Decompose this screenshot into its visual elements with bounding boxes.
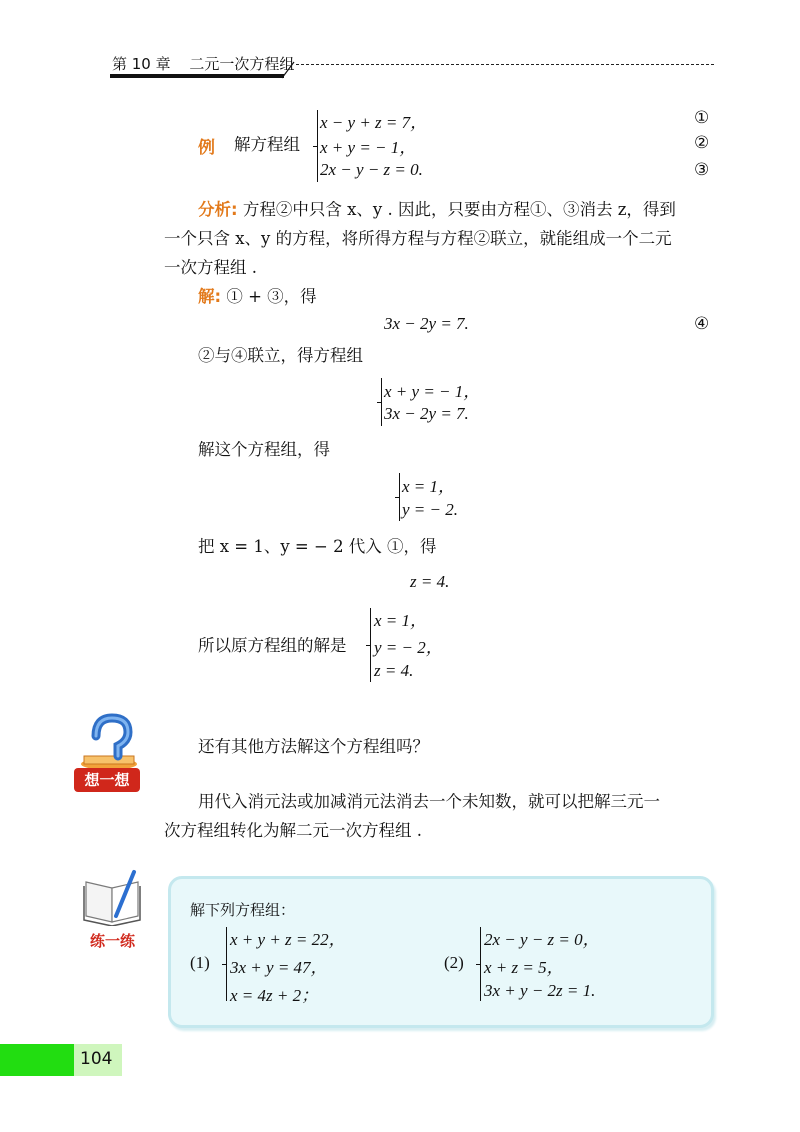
problem-1-eq3: x = 4z + 2； [230, 986, 319, 1005]
analysis-line-2: 一个只含 x、y 的方程，将所得方程与方程②联立，就能组成一个二元 [164, 229, 672, 248]
system2-eq2: 3x − 2y = 7. [384, 404, 469, 423]
think-question: 还有其他方法解这个方程组吗？ [198, 737, 429, 756]
question-mark-icon [74, 712, 144, 774]
solution-step1-text: ① + ③，得 [221, 287, 317, 306]
chapter-title: 二元一次方程组 [189, 55, 295, 73]
analysis-line-1 [198, 196, 676, 224]
header-dashed-rule [296, 64, 714, 65]
example-eq2: x + y = − 1， [320, 138, 417, 157]
system2-brace [381, 378, 382, 426]
final-brace [370, 608, 371, 682]
problem-2-eq3: 3x + y − 2z = 1. [484, 981, 596, 1000]
system3-eq1: x = 1， [402, 477, 456, 496]
final-z: z = 4. [374, 661, 414, 680]
practice-intro: 解下列方程组： [190, 901, 296, 919]
marker-4: ④ [694, 314, 710, 333]
solution-step2: ②与④联立，得方程组 [198, 346, 363, 365]
problem-1-eq2: 3x + y = 47， [230, 958, 328, 977]
solution-step5: 所以原方程组的解是 [198, 636, 347, 655]
solution-step4: 把 x = 1、y = − 2 代入 ①，得 [198, 537, 437, 556]
problem-2-eq1: 2x − y − z = 0， [484, 930, 600, 949]
system3-brace [399, 473, 400, 521]
marker-2: ② [694, 133, 710, 152]
system3-eq2: y = − 2. [402, 500, 458, 519]
solution-step1 [198, 283, 317, 311]
analysis-line-3: 一次方程组 . [164, 258, 257, 277]
problem-1-eq1: x + y + z = 22， [230, 930, 346, 949]
marker-1: ① [694, 108, 710, 127]
think-answer-2: 次方程组转化为解二元一次方程组 . [164, 821, 422, 840]
final-y: y = − 2， [374, 638, 443, 657]
example-prompt: 解方程组 [234, 135, 300, 154]
analysis-text-1: 方程②中只含 x、y . 因此，只要由方程①、③消去 z，得到 [237, 200, 676, 219]
problem-1-label: (1) [190, 953, 210, 972]
page-number: 104 [80, 1049, 113, 1069]
example-label: 例 [198, 138, 215, 158]
think-answer-1: 用代入消元法或加减消元法消去一个未知数，就可以把解三元一 [198, 792, 660, 811]
problem-1-brace [226, 927, 227, 1001]
z-result: z = 4. [410, 572, 450, 591]
system2-eq1: x + y = − 1， [384, 382, 481, 401]
example-eq1: x − y + z = 7， [320, 113, 428, 132]
marker-3: ③ [694, 160, 710, 179]
think-badge [74, 768, 140, 792]
practice-badge-text: 练一练 [90, 932, 136, 950]
final-x: x = 1， [374, 611, 428, 630]
equation-4: 3x − 2y = 7. [384, 314, 469, 333]
notebook-pen-icon [80, 868, 146, 926]
example-brace [317, 110, 318, 182]
example-eq3: 2x − y − z = 0. [320, 160, 423, 179]
header-underline [110, 74, 284, 78]
running-header [112, 53, 294, 74]
chapter-number: 第 10 章 [112, 55, 171, 73]
solution-step3: 解这个方程组，得 [198, 440, 330, 459]
think-badge-text: 想一想 [84, 771, 130, 789]
problem-2-label: (2) [444, 953, 464, 972]
analysis-label: 分析: [198, 200, 238, 219]
solution-label: 解: [198, 287, 222, 306]
header-slash [280, 58, 296, 80]
problem-2-brace [480, 927, 481, 1001]
problem-2-eq2: x + z = 5， [484, 958, 564, 977]
